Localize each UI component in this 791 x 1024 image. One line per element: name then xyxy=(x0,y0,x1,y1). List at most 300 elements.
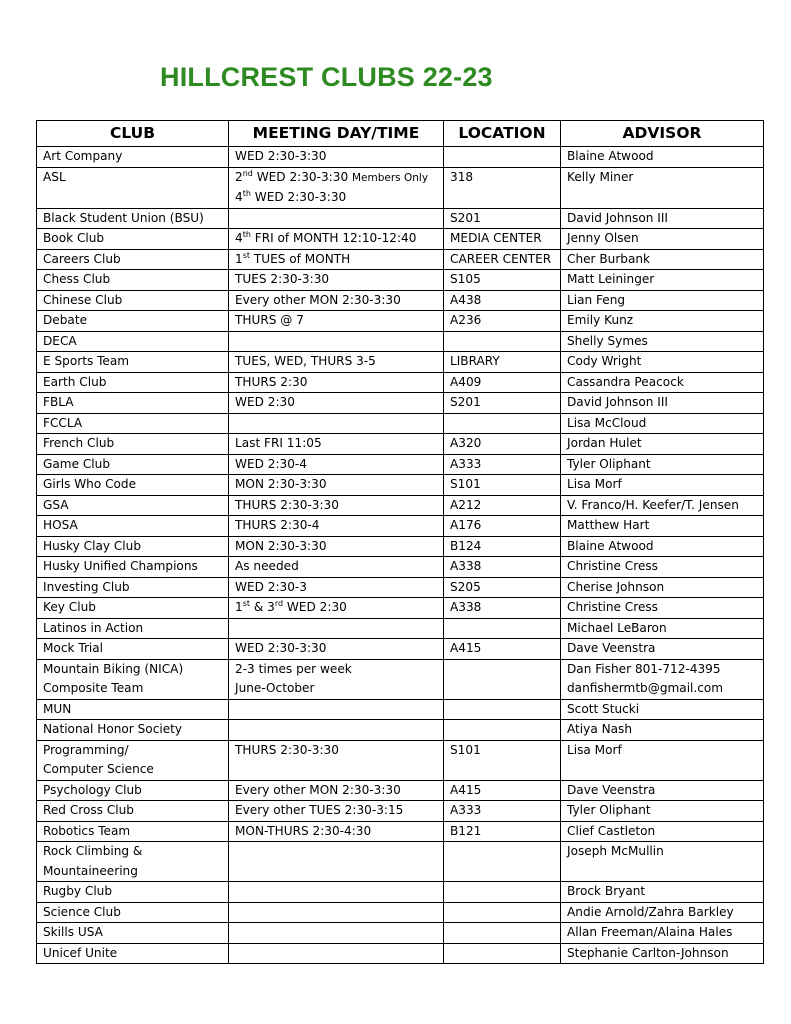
club-name-line: Earth Club xyxy=(43,374,107,389)
meeting-time-cell xyxy=(229,311,444,332)
club-name-cell xyxy=(37,475,229,496)
advisor-cell xyxy=(561,598,764,619)
club-name-line: Book Club xyxy=(43,231,105,245)
advisor-line: V. Franco/H. Keefer/T. Jensen xyxy=(567,497,739,512)
advisor-cell xyxy=(561,882,764,903)
club-name-line: Careers Club xyxy=(43,251,121,266)
location-cell xyxy=(444,331,561,352)
meeting-time-line xyxy=(235,209,443,229)
meeting-time-cell xyxy=(229,229,444,250)
club-name-line: E Sports Team xyxy=(43,354,130,368)
location-cell: S101 xyxy=(444,740,561,780)
meeting-time-cell xyxy=(229,270,444,291)
table-row xyxy=(37,331,764,352)
advisor-cell xyxy=(561,902,764,923)
advisor-line: Lian Feng xyxy=(567,292,626,307)
location-cell xyxy=(444,923,561,944)
club-name-cell xyxy=(37,208,229,229)
advisor-line: Cher Burbank xyxy=(567,251,651,266)
club-name-line: Computer Science xyxy=(43,762,154,776)
table-row xyxy=(37,923,764,944)
location-cell: S201 xyxy=(444,393,561,414)
table-row xyxy=(37,639,764,660)
club-name-cell xyxy=(37,821,229,842)
meeting-time-line: 4th WED 2:30-3:30 xyxy=(235,188,347,204)
club-name-line: ASL xyxy=(43,169,66,184)
advisor-cell xyxy=(561,801,764,822)
advisor-line: Allan Freeman/Alaina Hales xyxy=(567,925,733,939)
meeting-time-cell xyxy=(229,454,444,475)
table-row xyxy=(37,740,764,780)
location-cell xyxy=(444,720,561,741)
advisor-line: Christine Cress xyxy=(567,600,658,614)
advisor-cell xyxy=(561,699,764,720)
advisor-line: Cassandra Peacock xyxy=(567,374,684,389)
meeting-time-line: MON 2:30-3:30 xyxy=(235,477,327,491)
club-name-cell xyxy=(37,842,229,882)
advisor-line: Scott Stucki xyxy=(567,701,640,716)
club-name-line: Composite Team xyxy=(43,681,144,695)
advisor-cell xyxy=(561,659,764,699)
advisor-line: Cody Wright xyxy=(567,354,642,368)
club-name-cell xyxy=(37,311,229,332)
advisor-cell xyxy=(561,229,764,250)
meeting-time-line: THURS @ 7 xyxy=(235,313,304,327)
table-row xyxy=(37,249,764,270)
table-row xyxy=(37,311,764,332)
club-name-cell xyxy=(37,331,229,352)
club-name-cell xyxy=(37,618,229,639)
club-name-cell xyxy=(37,167,229,208)
meeting-time-cell xyxy=(229,393,444,414)
meeting-time-cell xyxy=(229,557,444,578)
meeting-time-cell xyxy=(229,249,444,270)
meeting-time-line: THURS 2:30-3:30 xyxy=(235,497,339,512)
table-row xyxy=(37,454,764,475)
advisor-line: danfishermtb@gmail.com xyxy=(567,681,724,695)
meeting-time-cell xyxy=(229,167,444,208)
location-cell: A333 xyxy=(444,454,561,475)
club-name-line: Unicef Unite xyxy=(43,945,118,960)
location-cell: 318 xyxy=(444,167,561,208)
advisor-cell xyxy=(561,923,764,944)
meeting-time-cell xyxy=(229,821,444,842)
advisor-line: Dan Fisher 801-712-4395 xyxy=(567,661,721,676)
club-name-line: Girls Who Code xyxy=(43,477,137,491)
table-header-row xyxy=(37,121,764,147)
table-row xyxy=(37,167,764,208)
club-name-line: French Club xyxy=(43,436,115,450)
table-row xyxy=(37,147,764,168)
club-name-cell xyxy=(37,882,229,903)
advisor-line: Michael LeBaron xyxy=(567,620,667,635)
location-cell: A438 xyxy=(444,290,561,311)
meeting-time-cell xyxy=(229,923,444,944)
location-cell xyxy=(444,618,561,639)
club-name-line: Husky Unified Champions xyxy=(43,559,198,573)
meeting-time-line xyxy=(235,720,443,740)
location-cell xyxy=(444,659,561,699)
advisor-cell xyxy=(561,331,764,352)
advisor-line: Joseph McMullin xyxy=(567,844,664,858)
meeting-time-line: WED 2:30-4 xyxy=(235,456,307,471)
advisor-line: Lisa McCloud xyxy=(567,415,647,430)
advisor-line: Christine Cress xyxy=(567,559,658,573)
meeting-time-cell xyxy=(229,516,444,537)
advisor-cell xyxy=(561,475,764,496)
advisor-cell xyxy=(561,434,764,455)
meeting-time-line: 1st TUES of MONTH xyxy=(235,250,351,266)
table-row xyxy=(37,516,764,537)
club-name-cell xyxy=(37,639,229,660)
meeting-time-line: WED 2:30-3:30 xyxy=(235,641,327,655)
meeting-time-cell xyxy=(229,577,444,598)
meeting-time-cell xyxy=(229,882,444,903)
advisor-line: Shelly Symes xyxy=(567,333,648,348)
location-cell xyxy=(444,943,561,964)
advisor-line: Andie Arnold/Zahra Barkley xyxy=(567,904,734,919)
meeting-time-line: 4th FRI of MONTH 12:10-12:40 xyxy=(235,229,417,245)
location-cell: MEDIA CENTER xyxy=(444,229,561,250)
location-cell xyxy=(444,413,561,434)
advisor-cell xyxy=(561,147,764,168)
meeting-time-cell xyxy=(229,842,444,882)
meeting-time-line: TUES 2:30-3:30 xyxy=(235,272,330,286)
table-row xyxy=(37,801,764,822)
advisor-line: Dave Veenstra xyxy=(567,782,656,797)
advisor-line: Kelly Miner xyxy=(567,169,634,184)
advisor-line: Atiya Nash xyxy=(567,722,632,736)
meeting-time-line: TUES, WED, THURS 3-5 xyxy=(235,354,376,368)
location-cell: S201 xyxy=(444,208,561,229)
meeting-time-line xyxy=(235,882,443,902)
advisor-line: Dave Veenstra xyxy=(567,641,656,655)
advisor-line: Jenny Olsen xyxy=(567,231,639,245)
club-name-cell xyxy=(37,393,229,414)
club-name-cell xyxy=(37,372,229,393)
club-name-cell xyxy=(37,413,229,434)
advisor-cell xyxy=(561,413,764,434)
club-name-line: FCCLA xyxy=(43,415,83,430)
meeting-time-cell xyxy=(229,699,444,720)
club-name-line: Science Club xyxy=(43,904,121,919)
header-meeting-day-time: MEETING DAY/TIME xyxy=(229,121,444,147)
advisor-line: Blaine Atwood xyxy=(567,538,654,553)
clubs-table xyxy=(36,120,764,964)
club-name-line: Programming/ xyxy=(43,742,129,757)
meeting-time-cell xyxy=(229,618,444,639)
table-row xyxy=(37,393,764,414)
advisor-line: Matthew Hart xyxy=(567,518,650,532)
location-cell: A409 xyxy=(444,372,561,393)
meeting-time-line: Every other MON 2:30-3:30 xyxy=(235,782,401,797)
club-name-cell xyxy=(37,923,229,944)
table-row xyxy=(37,208,764,229)
club-name-line: Investing Club xyxy=(43,579,130,594)
advisor-cell xyxy=(561,208,764,229)
location-cell: A415 xyxy=(444,780,561,801)
meeting-time-cell xyxy=(229,331,444,352)
club-name-line: Mountaineering xyxy=(43,863,138,878)
club-name-line: FBLA xyxy=(43,395,74,409)
table-row xyxy=(37,270,764,291)
header-advisor: ADVISOR xyxy=(561,121,764,147)
advisor-cell xyxy=(561,516,764,537)
table-row xyxy=(37,557,764,578)
table-row xyxy=(37,902,764,923)
meeting-time-cell xyxy=(229,943,444,964)
club-name-cell xyxy=(37,943,229,964)
location-cell: S105 xyxy=(444,270,561,291)
club-name-cell xyxy=(37,659,229,699)
meeting-time-line xyxy=(235,923,443,943)
meeting-time-line: THURS 2:30-4 xyxy=(235,518,320,532)
club-name-line: Chess Club xyxy=(43,272,111,286)
meeting-time-cell xyxy=(229,475,444,496)
location-cell: A338 xyxy=(444,557,561,578)
location-cell xyxy=(444,699,561,720)
advisor-cell xyxy=(561,577,764,598)
meeting-time-line xyxy=(235,944,443,964)
club-name-line: HOSA xyxy=(43,518,78,532)
meeting-time-cell xyxy=(229,801,444,822)
advisor-line: Stephanie Carlton-Johnson xyxy=(567,945,729,960)
club-name-line: Psychology Club xyxy=(43,782,142,797)
advisor-cell xyxy=(561,249,764,270)
advisor-cell xyxy=(561,352,764,373)
club-name-cell xyxy=(37,598,229,619)
club-name-cell xyxy=(37,902,229,923)
club-name-cell xyxy=(37,577,229,598)
meeting-time-cell xyxy=(229,780,444,801)
club-name-line: Red Cross Club xyxy=(43,803,134,817)
table-row xyxy=(37,434,764,455)
meeting-time-line xyxy=(235,842,443,862)
location-cell xyxy=(444,842,561,882)
meeting-time-line: 2-3 times per week xyxy=(235,661,352,676)
club-name-line: GSA xyxy=(43,497,69,512)
table-row xyxy=(37,659,764,699)
advisor-cell xyxy=(561,740,764,780)
club-name-cell xyxy=(37,147,229,168)
advisor-cell xyxy=(561,821,764,842)
advisor-cell xyxy=(561,780,764,801)
advisor-line: Tyler Oliphant xyxy=(567,456,651,471)
meeting-time-cell xyxy=(229,720,444,741)
meeting-time-line: June-October xyxy=(235,681,315,695)
club-name-line: Rock Climbing & xyxy=(43,844,143,858)
table-body xyxy=(37,147,764,964)
advisor-cell xyxy=(561,536,764,557)
meeting-time-cell xyxy=(229,495,444,516)
advisor-cell xyxy=(561,495,764,516)
advisor-line: Matt Leininger xyxy=(567,272,655,286)
meeting-time-cell xyxy=(229,352,444,373)
club-name-cell xyxy=(37,536,229,557)
location-cell: B121 xyxy=(444,821,561,842)
advisor-line: Cherise Johnson xyxy=(567,579,665,594)
advisor-cell xyxy=(561,639,764,660)
club-name-line: Mountain Biking (NICA) xyxy=(43,661,184,676)
page-title: HILLCREST CLUBS 22-23 xyxy=(160,62,493,92)
club-name-line: Rugby Club xyxy=(43,884,113,898)
location-cell: S101 xyxy=(444,475,561,496)
table-row xyxy=(37,290,764,311)
advisor-line: Lisa Morf xyxy=(567,742,622,757)
advisor-cell xyxy=(561,372,764,393)
advisor-cell xyxy=(561,270,764,291)
location-cell xyxy=(444,147,561,168)
meeting-time-line xyxy=(235,619,443,639)
meeting-time-cell xyxy=(229,659,444,699)
club-name-cell xyxy=(37,352,229,373)
meeting-time-line: WED 2:30-3:30 xyxy=(235,149,327,163)
location-cell: B124 xyxy=(444,536,561,557)
advisor-line: Jordan Hulet xyxy=(567,436,642,450)
club-name-cell xyxy=(37,557,229,578)
meeting-time-cell xyxy=(229,290,444,311)
meeting-time-cell xyxy=(229,598,444,619)
meeting-time-cell xyxy=(229,740,444,780)
location-cell: S205 xyxy=(444,577,561,598)
meeting-time-cell xyxy=(229,639,444,660)
meeting-time-line: MON-THURS 2:30-4:30 xyxy=(235,823,372,838)
table-row xyxy=(37,882,764,903)
advisor-line: David Johnson III xyxy=(567,395,668,409)
location-cell: A236 xyxy=(444,311,561,332)
club-name-line: Latinos in Action xyxy=(43,620,144,635)
club-name-cell xyxy=(37,699,229,720)
location-cell: LIBRARY xyxy=(444,352,561,373)
meeting-time-cell xyxy=(229,372,444,393)
club-name-cell xyxy=(37,270,229,291)
meeting-time-line: THURS 2:30 xyxy=(235,374,308,389)
club-name-line: DECA xyxy=(43,333,77,348)
meeting-time-line: Last FRI 11:05 xyxy=(235,436,322,450)
club-name-line: National Honor Society xyxy=(43,722,183,736)
advisor-cell xyxy=(561,393,764,414)
meeting-time-line xyxy=(235,903,443,923)
club-name-line: MUN xyxy=(43,701,72,716)
location-cell: A333 xyxy=(444,801,561,822)
table-row xyxy=(37,352,764,373)
advisor-line: David Johnson III xyxy=(567,210,668,225)
club-name-line: Game Club xyxy=(43,456,110,471)
advisor-line: Blaine Atwood xyxy=(567,149,654,163)
table-row xyxy=(37,943,764,964)
club-name-cell xyxy=(37,249,229,270)
advisor-cell xyxy=(561,618,764,639)
table-row xyxy=(37,495,764,516)
advisor-line: Clief Castleton xyxy=(567,823,656,838)
meeting-time-line: As needed xyxy=(235,559,299,573)
club-name-cell xyxy=(37,720,229,741)
advisor-cell xyxy=(561,311,764,332)
meeting-time-line xyxy=(235,700,443,720)
club-name-cell xyxy=(37,516,229,537)
location-cell: A212 xyxy=(444,495,561,516)
table-row xyxy=(37,475,764,496)
table-row xyxy=(37,536,764,557)
club-name-cell xyxy=(37,495,229,516)
meeting-time-line: Every other MON 2:30-3:30 xyxy=(235,292,401,307)
club-name-cell xyxy=(37,801,229,822)
club-name-line: Debate xyxy=(43,313,88,327)
table-row xyxy=(37,229,764,250)
meeting-time-cell xyxy=(229,536,444,557)
table-row xyxy=(37,413,764,434)
club-name-line: Robotics Team xyxy=(43,823,131,838)
advisor-cell xyxy=(561,720,764,741)
meeting-time-cell xyxy=(229,208,444,229)
advisor-line: Emily Kunz xyxy=(567,313,634,327)
club-name-line: Skills USA xyxy=(43,925,103,939)
location-cell xyxy=(444,902,561,923)
meeting-time-cell xyxy=(229,434,444,455)
meeting-time-line: WED 2:30-3 xyxy=(235,579,307,594)
table-row xyxy=(37,598,764,619)
table-row xyxy=(37,821,764,842)
meeting-time-line xyxy=(235,414,443,434)
club-name-cell xyxy=(37,434,229,455)
club-name-line: Chinese Club xyxy=(43,292,123,307)
table-row xyxy=(37,372,764,393)
meeting-time-line: Every other TUES 2:30-3:15 xyxy=(235,803,404,817)
advisor-line: Tyler Oliphant xyxy=(567,803,651,817)
header-club: CLUB xyxy=(37,121,229,147)
meeting-time-cell xyxy=(229,413,444,434)
club-name-line: Husky Clay Club xyxy=(43,538,141,553)
table-row xyxy=(37,699,764,720)
advisor-cell xyxy=(561,290,764,311)
meeting-time-line: MON 2:30-3:30 xyxy=(235,538,327,553)
advisor-cell xyxy=(561,454,764,475)
club-name-line: Mock Trial xyxy=(43,641,104,655)
advisor-cell xyxy=(561,557,764,578)
meeting-time-cell xyxy=(229,147,444,168)
table-row xyxy=(37,842,764,882)
table-row xyxy=(37,577,764,598)
club-name-cell xyxy=(37,454,229,475)
table-row xyxy=(37,780,764,801)
advisor-line: Lisa Morf xyxy=(567,477,622,491)
club-name-cell xyxy=(37,780,229,801)
meeting-time-line: THURS 2:30-3:30 xyxy=(235,742,339,757)
table-row xyxy=(37,720,764,741)
club-name-line: Key Club xyxy=(43,600,96,614)
meeting-time-line: WED 2:30 xyxy=(235,395,295,409)
meeting-time-line: 2nd WED 2:30-3:30 Members Only xyxy=(235,168,429,184)
location-cell xyxy=(444,882,561,903)
location-cell: CAREER CENTER xyxy=(444,249,561,270)
location-cell: A320 xyxy=(444,434,561,455)
advisor-cell xyxy=(561,167,764,208)
club-name-line: Black Student Union (BSU) xyxy=(43,210,204,225)
advisor-cell xyxy=(561,943,764,964)
header-location: LOCATION xyxy=(444,121,561,147)
club-name-line: Art Company xyxy=(43,149,123,163)
meeting-time-line: 1st & 3rd WED 2:30 xyxy=(235,598,347,614)
location-cell: A415 xyxy=(444,639,561,660)
club-name-cell xyxy=(37,740,229,780)
meeting-time-line xyxy=(235,332,443,352)
club-name-cell xyxy=(37,290,229,311)
meeting-time-cell xyxy=(229,902,444,923)
club-name-cell xyxy=(37,229,229,250)
advisor-line: Brock Bryant xyxy=(567,884,646,898)
advisor-cell xyxy=(561,842,764,882)
table-row xyxy=(37,618,764,639)
